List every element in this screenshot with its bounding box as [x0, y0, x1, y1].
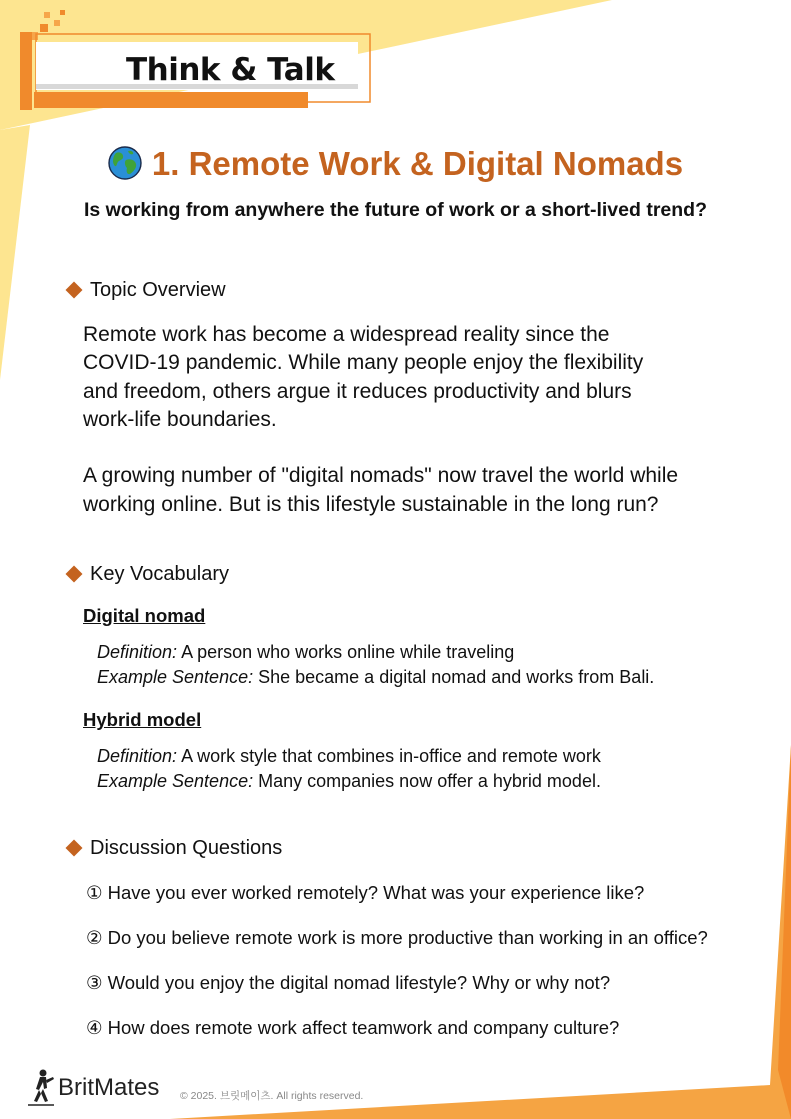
definition-label: Definition:: [97, 642, 178, 662]
vocab-definition: [97, 642, 514, 663]
overview-line: A growing number of "digital nomads" now travel the world while: [83, 464, 679, 488]
question-number: ②: [86, 927, 103, 948]
vocab-definition: [97, 746, 601, 767]
britmates-logo-icon: [26, 1068, 56, 1108]
definition-text: A person who works online while traveling: [181, 642, 515, 662]
overview-line: working online. But is this lifestyle sustainable in the long run?: [83, 492, 659, 516]
example-label: Example Sentence:: [97, 667, 254, 687]
discussion-question: [86, 1017, 619, 1039]
discussion-question: [86, 882, 644, 904]
vocab-term: Hybrid model: [83, 709, 202, 730]
vocabulary-heading: [66, 563, 229, 586]
question-text: Would you enjoy the digital nomad lifestyle? Why or why not?: [107, 972, 611, 993]
topic-title-row: [0, 145, 791, 183]
question-number: ①: [86, 882, 103, 903]
vocab-example: [97, 771, 601, 792]
example-text: She became a digital nomad and works from Bali.: [258, 667, 655, 687]
overview-line: Remote work has become a widespread reality since the: [83, 323, 610, 346]
topic-subtitle: Is working from anywhere the future of work or a short-lived trend?: [83, 199, 707, 221]
question-text: Do you believe remote work is more productive than working in an office?: [107, 927, 708, 948]
overview-text: [83, 321, 743, 519]
discussion-heading: [66, 837, 282, 860]
question-text: Have you ever worked remotely? What was your experience like?: [107, 882, 645, 903]
vocab-term: Digital nomad: [83, 605, 206, 626]
question-number: ③: [86, 972, 103, 993]
discussion-question: [86, 927, 708, 949]
discussion-heading-label: Discussion Questions: [90, 837, 283, 859]
badge-title: Think & Talk: [126, 52, 335, 88]
vocabulary-heading-label: Key Vocabulary: [90, 563, 229, 585]
overview-line: COVID-19 pandemic. While many people enjoy the flexibility: [83, 351, 644, 375]
overview-heading-label: Topic Overview: [90, 279, 226, 301]
topic-title: 1. Remote Work & Digital Nomads: [151, 145, 684, 182]
question-number: ④: [86, 1017, 103, 1038]
overview-line: and freedom, others argue it reduces productivity and blurs: [83, 379, 632, 403]
example-text: Many companies now offer a hybrid model.: [258, 771, 601, 791]
diamond-bullet-icon: [66, 281, 83, 298]
brand-name: BritMates: [58, 1074, 160, 1101]
definition-label: Definition:: [97, 746, 178, 766]
globe-icon: [108, 146, 142, 180]
example-label: Example Sentence:: [97, 771, 254, 791]
discussion-question: [86, 972, 610, 994]
header-badge: [20, 8, 380, 112]
diamond-bullet-icon: [66, 839, 83, 856]
diamond-bullet-icon: [66, 565, 83, 582]
question-text: How does remote work affect teamwork and company culture?: [107, 1017, 620, 1038]
vocab-example: [97, 667, 654, 688]
definition-text: A work style that combines in-office and remote work: [181, 746, 601, 766]
copyright-text: © 2025. 브릿메이츠. All rights reserved.: [180, 1090, 364, 1102]
overview-line: work-life boundaries.: [83, 407, 277, 431]
overview-heading: [66, 279, 226, 302]
